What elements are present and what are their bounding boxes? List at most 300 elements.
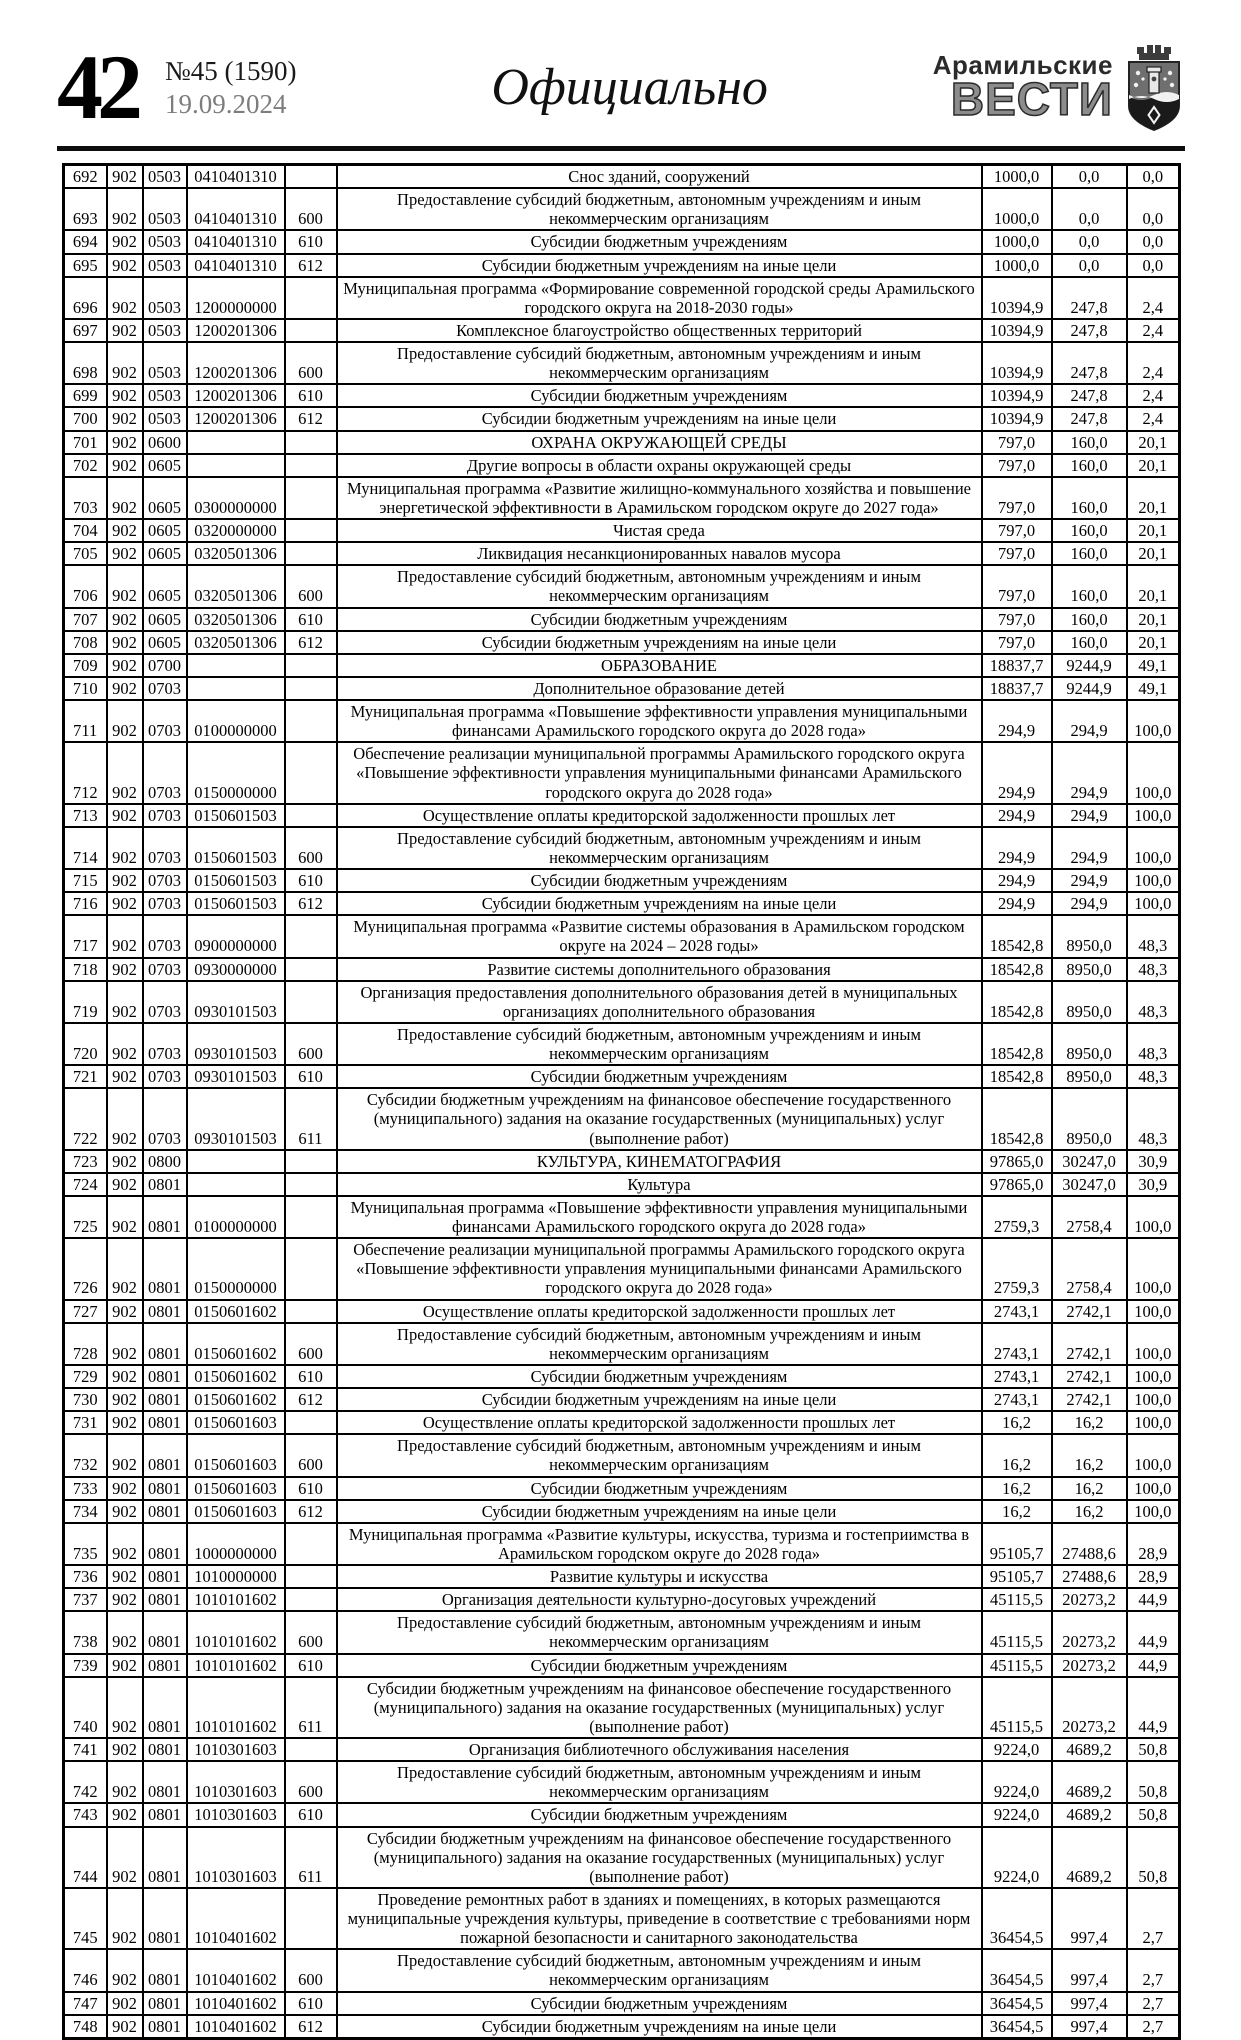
cell-executed-amount: 0,0 xyxy=(1052,188,1127,230)
cell-expense-type xyxy=(285,1565,337,1588)
cell-executed-amount: 2742,1 xyxy=(1052,1323,1127,1365)
cell-plan-amount: 16,2 xyxy=(982,1434,1052,1476)
cell-percent: 100,0 xyxy=(1127,742,1180,803)
cell-target-article: 0930101503 xyxy=(187,1065,285,1088)
cell-grbs-code: 902 xyxy=(107,700,143,742)
cell-executed-amount: 247,8 xyxy=(1052,319,1127,342)
cell-executed-amount: 27488,6 xyxy=(1052,1565,1127,1588)
cell-row-number: 723 xyxy=(64,1150,107,1173)
cell-percent: 50,8 xyxy=(1127,1761,1180,1803)
cell-executed-amount: 20273,2 xyxy=(1052,1677,1127,1738)
table-row xyxy=(64,1523,1180,1565)
cell-plan-amount: 45115,5 xyxy=(982,1677,1052,1738)
cell-executed-amount: 30247,0 xyxy=(1052,1150,1127,1173)
table-row xyxy=(64,1196,1180,1238)
cell-target-article xyxy=(187,654,285,677)
table-row xyxy=(64,1827,1180,1888)
cell-plan-amount: 10394,9 xyxy=(982,407,1052,430)
cell-percent: 100,0 xyxy=(1127,1411,1180,1434)
cell-executed-amount: 20273,2 xyxy=(1052,1654,1127,1677)
table-row xyxy=(64,1588,1180,1611)
cell-executed-amount: 2742,1 xyxy=(1052,1365,1127,1388)
cell-row-number: 693 xyxy=(64,188,107,230)
cell-description: Предоставление субсидий бюджетным, автономным учреждениям и иным некоммерческим организациям xyxy=(337,1949,982,1991)
cell-percent: 2,7 xyxy=(1127,1888,1180,1949)
cell-section-code: 0801 xyxy=(143,1523,187,1565)
cell-percent: 48,3 xyxy=(1127,1065,1180,1088)
cell-percent: 100,0 xyxy=(1127,1196,1180,1238)
cell-target-article: 0150000000 xyxy=(187,1238,285,1299)
cell-percent: 20,1 xyxy=(1127,519,1180,542)
cell-target-article: 0150601602 xyxy=(187,1323,285,1365)
cell-row-number: 715 xyxy=(64,869,107,892)
cell-target-article: 1010301603 xyxy=(187,1827,285,1888)
cell-expense-type xyxy=(285,519,337,542)
cell-expense-type xyxy=(285,1150,337,1173)
cell-section-code: 0605 xyxy=(143,519,187,542)
cell-plan-amount: 18837,7 xyxy=(982,677,1052,700)
table-row xyxy=(64,477,1180,519)
cell-target-article: 1010401602 xyxy=(187,1949,285,1991)
cell-plan-amount: 36454,5 xyxy=(982,1992,1052,2015)
cell-executed-amount: 997,4 xyxy=(1052,1992,1127,2015)
cell-target-article xyxy=(187,1150,285,1173)
cell-grbs-code: 902 xyxy=(107,1611,143,1653)
cell-percent: 44,9 xyxy=(1127,1677,1180,1738)
cell-section-code: 0703 xyxy=(143,1023,187,1065)
cell-description: Комплексное благоустройство общественных территорий xyxy=(337,319,982,342)
cell-executed-amount: 2758,4 xyxy=(1052,1238,1127,1299)
cell-grbs-code: 902 xyxy=(107,1588,143,1611)
cell-target-article: 1010401602 xyxy=(187,1992,285,2015)
cell-section-code: 0801 xyxy=(143,1992,187,2015)
cell-percent: 100,0 xyxy=(1127,804,1180,827)
cell-row-number: 727 xyxy=(64,1300,107,1323)
cell-grbs-code: 902 xyxy=(107,1992,143,2015)
cell-target-article: 0150601503 xyxy=(187,827,285,869)
cell-executed-amount: 8950,0 xyxy=(1052,981,1127,1023)
cell-expense-type: 612 xyxy=(285,407,337,430)
cell-section-code: 0801 xyxy=(143,1761,187,1803)
cell-plan-amount: 18542,8 xyxy=(982,1088,1052,1149)
cell-section-code: 0605 xyxy=(143,608,187,631)
cell-row-number: 694 xyxy=(64,230,107,253)
cell-description: Субсидии бюджетным учреждениям на иные цели xyxy=(337,1500,982,1523)
cell-expense-type: 610 xyxy=(285,869,337,892)
cell-expense-type: 610 xyxy=(285,1365,337,1388)
cell-plan-amount: 797,0 xyxy=(982,608,1052,631)
cell-description: Обеспечение реализации муниципальной программы Арамильского городского округа «Повышение эффективности управления муниципальными финансами Арамильского городского округа до 2028 года» xyxy=(337,742,982,803)
cell-percent: 2,7 xyxy=(1127,2015,1180,2039)
cell-executed-amount: 8950,0 xyxy=(1052,1088,1127,1149)
cell-target-article: 0410401310 xyxy=(187,188,285,230)
cell-executed-amount: 0,0 xyxy=(1052,254,1127,277)
cell-expense-type xyxy=(285,742,337,803)
cell-grbs-code: 902 xyxy=(107,1677,143,1738)
cell-description: Субсидии бюджетным учреждениям на иные цели xyxy=(337,892,982,915)
cell-executed-amount: 160,0 xyxy=(1052,542,1127,565)
cell-executed-amount: 997,4 xyxy=(1052,1888,1127,1949)
cell-percent: 20,1 xyxy=(1127,542,1180,565)
cell-grbs-code: 902 xyxy=(107,1323,143,1365)
cell-section-code: 0703 xyxy=(143,1065,187,1088)
cell-target-article: 0150601602 xyxy=(187,1388,285,1411)
cell-executed-amount: 0,0 xyxy=(1052,230,1127,253)
cell-target-article: 0150601503 xyxy=(187,869,285,892)
cell-row-number: 698 xyxy=(64,342,107,384)
cell-row-number: 708 xyxy=(64,631,107,654)
cell-expense-type xyxy=(285,804,337,827)
cell-target-article: 0150601603 xyxy=(187,1500,285,1523)
cell-percent: 50,8 xyxy=(1127,1738,1180,1761)
cell-plan-amount: 9224,0 xyxy=(982,1738,1052,1761)
cell-executed-amount: 294,9 xyxy=(1052,742,1127,803)
cell-description: Субсидии бюджетным учреждениям xyxy=(337,1654,982,1677)
cell-executed-amount: 247,8 xyxy=(1052,407,1127,430)
cell-plan-amount: 9224,0 xyxy=(982,1827,1052,1888)
cell-expense-type: 610 xyxy=(285,1803,337,1826)
cell-row-number: 743 xyxy=(64,1803,107,1826)
cell-grbs-code: 902 xyxy=(107,165,143,189)
cell-grbs-code: 902 xyxy=(107,565,143,607)
cell-executed-amount: 4689,2 xyxy=(1052,1761,1127,1803)
cell-expense-type: 612 xyxy=(285,2015,337,2039)
cell-target-article: 0300000000 xyxy=(187,477,285,519)
cell-description: Осуществление оплаты кредиторской задолженности прошлых лет xyxy=(337,1411,982,1434)
table-row xyxy=(64,1888,1180,1949)
table-row xyxy=(64,742,1180,803)
cell-row-number: 707 xyxy=(64,608,107,631)
cell-plan-amount: 1000,0 xyxy=(982,254,1052,277)
cell-expense-type: 610 xyxy=(285,384,337,407)
table-row xyxy=(64,804,1180,827)
cell-description: Осуществление оплаты кредиторской задолженности прошлых лет xyxy=(337,804,982,827)
table-row xyxy=(64,958,1180,981)
cell-section-code: 0703 xyxy=(143,869,187,892)
cell-percent: 48,3 xyxy=(1127,915,1180,957)
cell-description: Субсидии бюджетным учреждениям xyxy=(337,1992,982,2015)
cell-executed-amount: 160,0 xyxy=(1052,431,1127,454)
cell-expense-type: 611 xyxy=(285,1088,337,1149)
cell-plan-amount: 797,0 xyxy=(982,519,1052,542)
cell-section-code: 0801 xyxy=(143,1238,187,1299)
cell-target-article: 1010401602 xyxy=(187,1888,285,1949)
cell-row-number: 709 xyxy=(64,654,107,677)
cell-row-number: 746 xyxy=(64,1949,107,1991)
table-row xyxy=(64,1677,1180,1738)
cell-expense-type xyxy=(285,1300,337,1323)
cell-percent: 20,1 xyxy=(1127,608,1180,631)
cell-expense-type xyxy=(285,454,337,477)
issue-date: 19.09.2024 xyxy=(165,88,287,119)
section-title: Официально xyxy=(491,59,768,116)
cell-target-article: 1200201306 xyxy=(187,319,285,342)
cell-executed-amount: 2742,1 xyxy=(1052,1388,1127,1411)
page-number: 42 xyxy=(57,36,137,139)
cell-target-article: 0100000000 xyxy=(187,1196,285,1238)
cell-target-article: 1010101602 xyxy=(187,1677,285,1738)
cell-description: Субсидии бюджетным учреждениям на иные цели xyxy=(337,254,982,277)
table-row xyxy=(64,654,1180,677)
cell-target-article: 1010301603 xyxy=(187,1803,285,1826)
cell-section-code: 0503 xyxy=(143,254,187,277)
cell-expense-type: 600 xyxy=(285,565,337,607)
cell-plan-amount: 10394,9 xyxy=(982,277,1052,319)
cell-grbs-code: 902 xyxy=(107,981,143,1023)
cell-plan-amount: 2743,1 xyxy=(982,1365,1052,1388)
cell-description: Муниципальная программа «Развитие культуры, искусства, туризма и гостеприимства в Арамильском городском округе до 2028 года» xyxy=(337,1523,982,1565)
cell-description: Предоставление субсидий бюджетным, автономным учреждениям и иным некоммерческим организациям xyxy=(337,565,982,607)
cell-description: Предоставление субсидий бюджетным, автономным учреждениям и иным некоммерческим организациям xyxy=(337,827,982,869)
cell-grbs-code: 902 xyxy=(107,1088,143,1149)
cell-row-number: 737 xyxy=(64,1588,107,1611)
cell-plan-amount: 797,0 xyxy=(982,477,1052,519)
cell-grbs-code: 902 xyxy=(107,1411,143,1434)
cell-description: Другие вопросы в области охраны окружающей среды xyxy=(337,454,982,477)
table-row xyxy=(64,1088,1180,1149)
cell-target-article: 0150601503 xyxy=(187,804,285,827)
cell-section-code: 0605 xyxy=(143,542,187,565)
cell-expense-type xyxy=(285,677,337,700)
table-row xyxy=(64,1992,1180,2015)
cell-grbs-code: 902 xyxy=(107,827,143,869)
cell-expense-type: 612 xyxy=(285,1388,337,1411)
cell-grbs-code: 902 xyxy=(107,677,143,700)
cell-description: Чистая среда xyxy=(337,519,982,542)
cell-executed-amount: 294,9 xyxy=(1052,827,1127,869)
table-row xyxy=(64,384,1180,407)
cell-grbs-code: 902 xyxy=(107,1365,143,1388)
cell-section-code: 0801 xyxy=(143,1803,187,1826)
cell-target-article: 1010000000 xyxy=(187,1565,285,1588)
cell-plan-amount: 16,2 xyxy=(982,1477,1052,1500)
logo-text xyxy=(932,50,1113,125)
cell-section-code: 0700 xyxy=(143,654,187,677)
cell-description: Субсидии бюджетным учреждениям на иные цели xyxy=(337,631,982,654)
cell-grbs-code: 902 xyxy=(107,1477,143,1500)
cell-row-number: 692 xyxy=(64,165,107,189)
cell-percent: 20,1 xyxy=(1127,454,1180,477)
cell-row-number: 705 xyxy=(64,542,107,565)
cell-plan-amount: 18542,8 xyxy=(982,1065,1052,1088)
cell-percent: 2,7 xyxy=(1127,1992,1180,2015)
table-row xyxy=(64,165,1180,189)
cell-plan-amount: 18542,8 xyxy=(982,981,1052,1023)
cell-executed-amount: 2742,1 xyxy=(1052,1300,1127,1323)
table-row xyxy=(64,230,1180,253)
table-row xyxy=(64,431,1180,454)
cell-grbs-code: 902 xyxy=(107,384,143,407)
cell-target-article: 1200201306 xyxy=(187,342,285,384)
cell-plan-amount: 10394,9 xyxy=(982,319,1052,342)
cell-target-article: 1010301603 xyxy=(187,1761,285,1803)
cell-section-code: 0801 xyxy=(143,1323,187,1365)
cell-expense-type xyxy=(285,277,337,319)
table-row xyxy=(64,565,1180,607)
header-divider xyxy=(57,146,1185,151)
cell-description: Предоставление субсидий бюджетным, автономным учреждениям и иным некоммерческим организациям xyxy=(337,1611,982,1653)
cell-row-number: 706 xyxy=(64,565,107,607)
cell-row-number: 730 xyxy=(64,1388,107,1411)
cell-row-number: 717 xyxy=(64,915,107,957)
cell-plan-amount: 797,0 xyxy=(982,454,1052,477)
cell-percent: 44,9 xyxy=(1127,1611,1180,1653)
cell-percent: 28,9 xyxy=(1127,1523,1180,1565)
cell-section-code: 0703 xyxy=(143,958,187,981)
cell-section-code: 0801 xyxy=(143,1738,187,1761)
cell-percent: 0,0 xyxy=(1127,230,1180,253)
cell-grbs-code: 902 xyxy=(107,1300,143,1323)
cell-expense-type: 610 xyxy=(285,1654,337,1677)
cell-row-number: 726 xyxy=(64,1238,107,1299)
cell-description: Осуществление оплаты кредиторской задолженности прошлых лет xyxy=(337,1300,982,1323)
cell-expense-type: 600 xyxy=(285,188,337,230)
cell-executed-amount: 9244,9 xyxy=(1052,654,1127,677)
cell-percent: 48,3 xyxy=(1127,981,1180,1023)
cell-row-number: 741 xyxy=(64,1738,107,1761)
table-row xyxy=(64,1388,1180,1411)
cell-plan-amount: 45115,5 xyxy=(982,1611,1052,1653)
cell-target-article: 0150601602 xyxy=(187,1365,285,1388)
cell-grbs-code: 902 xyxy=(107,2015,143,2039)
cell-row-number: 711 xyxy=(64,700,107,742)
cell-expense-type xyxy=(285,1888,337,1949)
cell-executed-amount: 160,0 xyxy=(1052,477,1127,519)
cell-expense-type xyxy=(285,958,337,981)
cell-plan-amount: 2743,1 xyxy=(982,1388,1052,1411)
cell-grbs-code: 902 xyxy=(107,1654,143,1677)
cell-grbs-code: 902 xyxy=(107,519,143,542)
cell-plan-amount: 797,0 xyxy=(982,565,1052,607)
cell-plan-amount: 9224,0 xyxy=(982,1761,1052,1803)
table-row xyxy=(64,454,1180,477)
cell-grbs-code: 902 xyxy=(107,431,143,454)
cell-target-article: 0930000000 xyxy=(187,958,285,981)
cell-row-number: 699 xyxy=(64,384,107,407)
cell-description: Муниципальная программа «Повышение эффективности управления муниципальными финансами Арамильского городского округа до 2028 года» xyxy=(337,1196,982,1238)
cell-section-code: 0503 xyxy=(143,319,187,342)
cell-section-code: 0503 xyxy=(143,407,187,430)
cell-expense-type: 612 xyxy=(285,1500,337,1523)
cell-plan-amount: 2759,3 xyxy=(982,1196,1052,1238)
cell-plan-amount: 16,2 xyxy=(982,1411,1052,1434)
cell-grbs-code: 902 xyxy=(107,230,143,253)
cell-plan-amount: 18542,8 xyxy=(982,1023,1052,1065)
cell-description: Развитие системы дополнительного образования xyxy=(337,958,982,981)
cell-percent: 48,3 xyxy=(1127,1088,1180,1149)
cell-expense-type xyxy=(285,700,337,742)
cell-row-number: 697 xyxy=(64,319,107,342)
cell-plan-amount: 294,9 xyxy=(982,700,1052,742)
cell-percent: 20,1 xyxy=(1127,431,1180,454)
cell-description: Субсидии бюджетным учреждениям на финансовое обеспечение государственного (муниципального) задания на оказание государственных (муниципальных) услуг (выполнение работ) xyxy=(337,1088,982,1149)
cell-expense-type xyxy=(285,915,337,957)
budget-table xyxy=(62,163,1181,2040)
cell-plan-amount: 97865,0 xyxy=(982,1150,1052,1173)
table-row xyxy=(64,2015,1180,2039)
cell-description: КУЛЬТУРА, КИНЕМАТОГРАФИЯ xyxy=(337,1150,982,1173)
cell-grbs-code: 902 xyxy=(107,1738,143,1761)
cell-expense-type: 600 xyxy=(285,1761,337,1803)
cell-section-code: 0600 xyxy=(143,431,187,454)
cell-target-article: 0930101503 xyxy=(187,1023,285,1065)
cell-section-code: 0605 xyxy=(143,565,187,607)
cell-row-number: 738 xyxy=(64,1611,107,1653)
cell-plan-amount: 1000,0 xyxy=(982,230,1052,253)
cell-target-article: 0100000000 xyxy=(187,700,285,742)
cell-percent: 48,3 xyxy=(1127,1023,1180,1065)
cell-expense-type: 600 xyxy=(285,342,337,384)
cell-description: Субсидии бюджетным учреждениям xyxy=(337,1365,982,1388)
cell-plan-amount: 797,0 xyxy=(982,631,1052,654)
cell-executed-amount: 16,2 xyxy=(1052,1477,1127,1500)
cell-expense-type xyxy=(285,165,337,189)
cell-percent: 50,8 xyxy=(1127,1827,1180,1888)
cell-row-number: 735 xyxy=(64,1523,107,1565)
table-row xyxy=(64,1738,1180,1761)
cell-target-article: 0320501306 xyxy=(187,608,285,631)
cell-section-code: 0801 xyxy=(143,1300,187,1323)
cell-percent: 30,9 xyxy=(1127,1173,1180,1196)
cell-target-article: 1200201306 xyxy=(187,407,285,430)
cell-plan-amount: 1000,0 xyxy=(982,188,1052,230)
cell-executed-amount: 247,8 xyxy=(1052,342,1127,384)
cell-executed-amount: 27488,6 xyxy=(1052,1523,1127,1565)
cell-executed-amount: 2758,4 xyxy=(1052,1196,1127,1238)
table-row xyxy=(64,608,1180,631)
cell-plan-amount: 16,2 xyxy=(982,1500,1052,1523)
cell-description: Субсидии бюджетным учреждениям на иные цели xyxy=(337,407,982,430)
budget-table-body xyxy=(64,165,1180,2039)
cell-plan-amount: 10394,9 xyxy=(982,384,1052,407)
cell-executed-amount: 247,8 xyxy=(1052,277,1127,319)
cell-section-code: 0503 xyxy=(143,165,187,189)
table-row xyxy=(64,1500,1180,1523)
cell-grbs-code: 902 xyxy=(107,319,143,342)
table-row xyxy=(64,1173,1180,1196)
table-row xyxy=(64,892,1180,915)
cell-executed-amount: 8950,0 xyxy=(1052,915,1127,957)
cell-grbs-code: 902 xyxy=(107,277,143,319)
cell-executed-amount: 8950,0 xyxy=(1052,958,1127,981)
cell-grbs-code: 902 xyxy=(107,342,143,384)
cell-percent: 44,9 xyxy=(1127,1654,1180,1677)
cell-plan-amount: 95105,7 xyxy=(982,1523,1052,1565)
cell-executed-amount: 160,0 xyxy=(1052,454,1127,477)
table-row xyxy=(64,869,1180,892)
cell-description: Организация библиотечного обслуживания населения xyxy=(337,1738,982,1761)
cell-percent: 50,8 xyxy=(1127,1803,1180,1826)
cell-percent: 100,0 xyxy=(1127,869,1180,892)
cell-target-article: 0320501306 xyxy=(187,542,285,565)
page-header xyxy=(57,36,1185,139)
table-row xyxy=(64,1654,1180,1677)
cell-expense-type xyxy=(285,431,337,454)
cell-grbs-code: 902 xyxy=(107,454,143,477)
cell-description: Субсидии бюджетным учреждениям xyxy=(337,608,982,631)
cell-grbs-code: 902 xyxy=(107,1238,143,1299)
cell-section-code: 0703 xyxy=(143,827,187,869)
cell-expense-type xyxy=(285,1411,337,1434)
cell-executed-amount: 30247,0 xyxy=(1052,1173,1127,1196)
cell-grbs-code: 902 xyxy=(107,254,143,277)
cell-grbs-code: 902 xyxy=(107,1388,143,1411)
cell-expense-type: 610 xyxy=(285,1477,337,1500)
cell-executed-amount: 997,4 xyxy=(1052,1949,1127,1991)
cell-grbs-code: 902 xyxy=(107,654,143,677)
table-row xyxy=(64,1411,1180,1434)
table-row xyxy=(64,1611,1180,1653)
